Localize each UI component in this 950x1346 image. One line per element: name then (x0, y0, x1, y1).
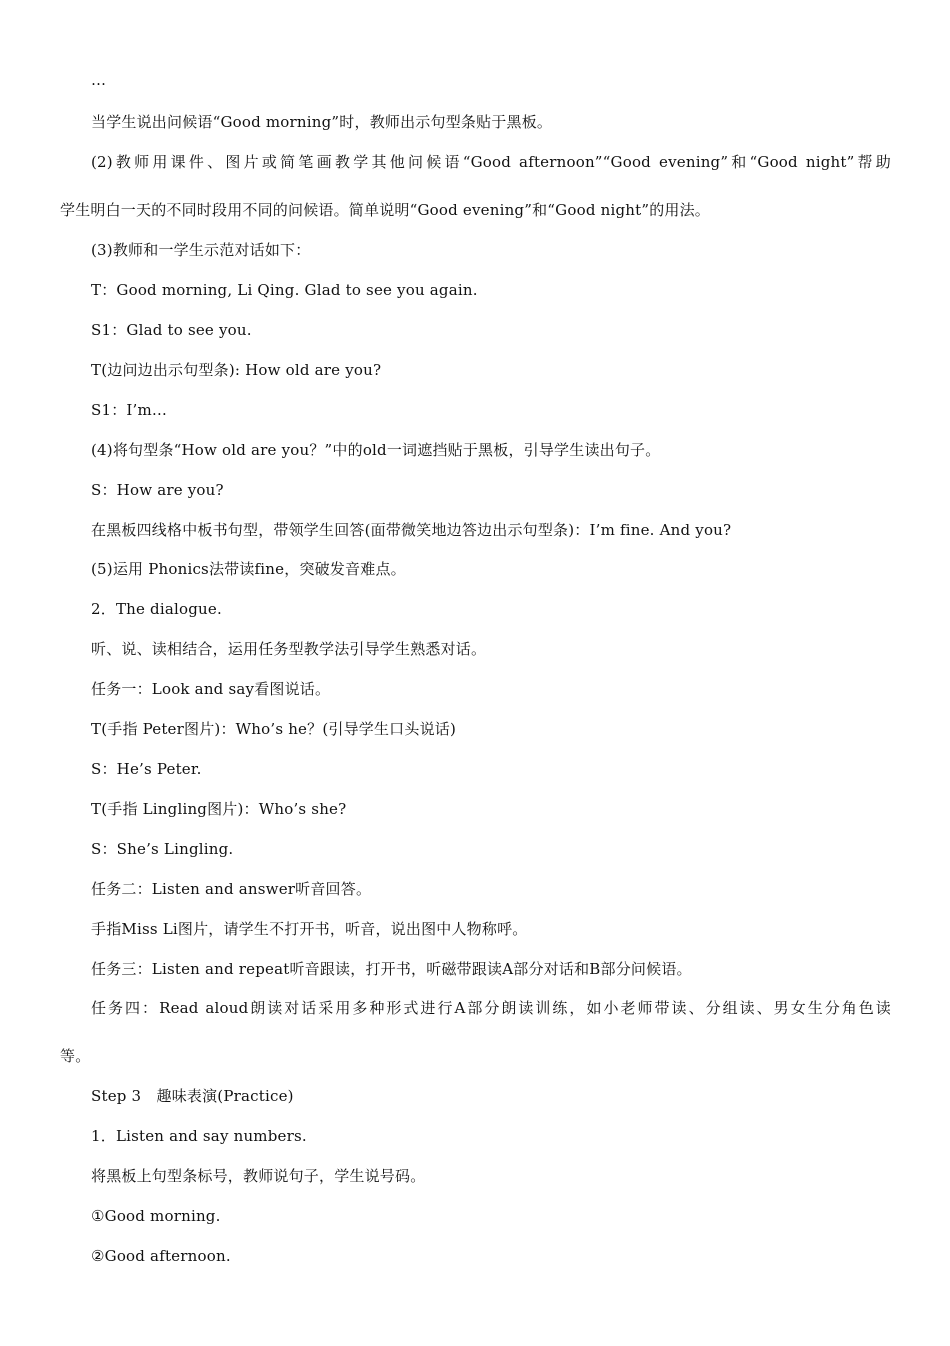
paragraph-line: (4)将句型条“How old are you？”中的old一词遮挡贴于黑板，引导学生读出句子。 (91, 441, 661, 459)
task-line: 任务一：Look and say看图说话。 (91, 680, 331, 698)
dialogue-line: T(边问边出示句型条): How old are you? (91, 361, 382, 379)
dialogue-line: S：He’s Peter. (91, 760, 202, 778)
list-item: ②Good afternoon. (91, 1247, 231, 1265)
paragraph-line: (5)运用 Phonics法带读fine，突破发音难点。 (91, 560, 406, 578)
dialogue-line: S1：Glad to see you. (91, 321, 252, 339)
task-line: 任务四：Read aloud朗读对话采用多种形式进行A部分朗读训练，如小老师带读、分组读、男女生分角色读 (91, 999, 891, 1017)
paragraph-line: 在黑板四线格中板书句型，带领学生回答(面带微笑地边答边出示句型条)：I’m fine. And you? (91, 521, 732, 539)
dialogue-line: S：She’s Lingling. (91, 840, 234, 858)
dialogue-line: T(手指 Peter图片)：Who’s he？(引导学生口头说话) (91, 720, 457, 738)
paragraph-line: 等。 (60, 1047, 91, 1065)
paragraph-line: (2)教师用课件、图片或简笔画教学其他问候语“Good afternoon”“Good evening”和“Good night”帮助 (91, 153, 891, 171)
step-heading: Step 3 趣味表演(Practice) (91, 1087, 294, 1105)
dialogue-line: T：Good morning, Li Qing. Glad to see you again. (91, 281, 478, 299)
paragraph-line: 当学生说出问候语“Good morning”时，教师出示句型条贴于黑板。 (91, 113, 553, 131)
paragraph-line: 学生明白一天的不同时段用不同的问候语。简单说明“Good evening”和“Good night”的用法。 (60, 201, 711, 219)
task-line: 任务二：Listen and answer听音回答。 (91, 880, 372, 898)
paragraph-line: 听、说、读相结合，运用任务型教学法引导学生熟悉对话。 (91, 640, 487, 658)
list-item: ①Good morning. (91, 1207, 221, 1225)
section-heading: 1．Listen and say numbers. (91, 1127, 307, 1145)
paragraph-line: (3)教师和一学生示范对话如下： (91, 241, 311, 259)
section-heading: 2．The dialogue. (91, 600, 222, 618)
paragraph-line: 将黑板上句型条标号，教师说句子，学生说号码。 (91, 1167, 426, 1185)
paragraph-line: 手指Miss Li图片，请学生不打开书，听音，说出图中人物称呼。 (91, 920, 528, 938)
dialogue-line: T(手指 Lingling图片)：Who’s she? (91, 800, 347, 818)
dialogue-line: S：How are you? (91, 481, 224, 499)
task-line: 任务三：Listen and repeat听音跟读，打开书，听磁带跟读A部分对话和B部分问候语。 (91, 960, 692, 978)
dialogue-line: S1：I’m… (91, 401, 168, 419)
ellipsis-line: … (91, 71, 107, 89)
